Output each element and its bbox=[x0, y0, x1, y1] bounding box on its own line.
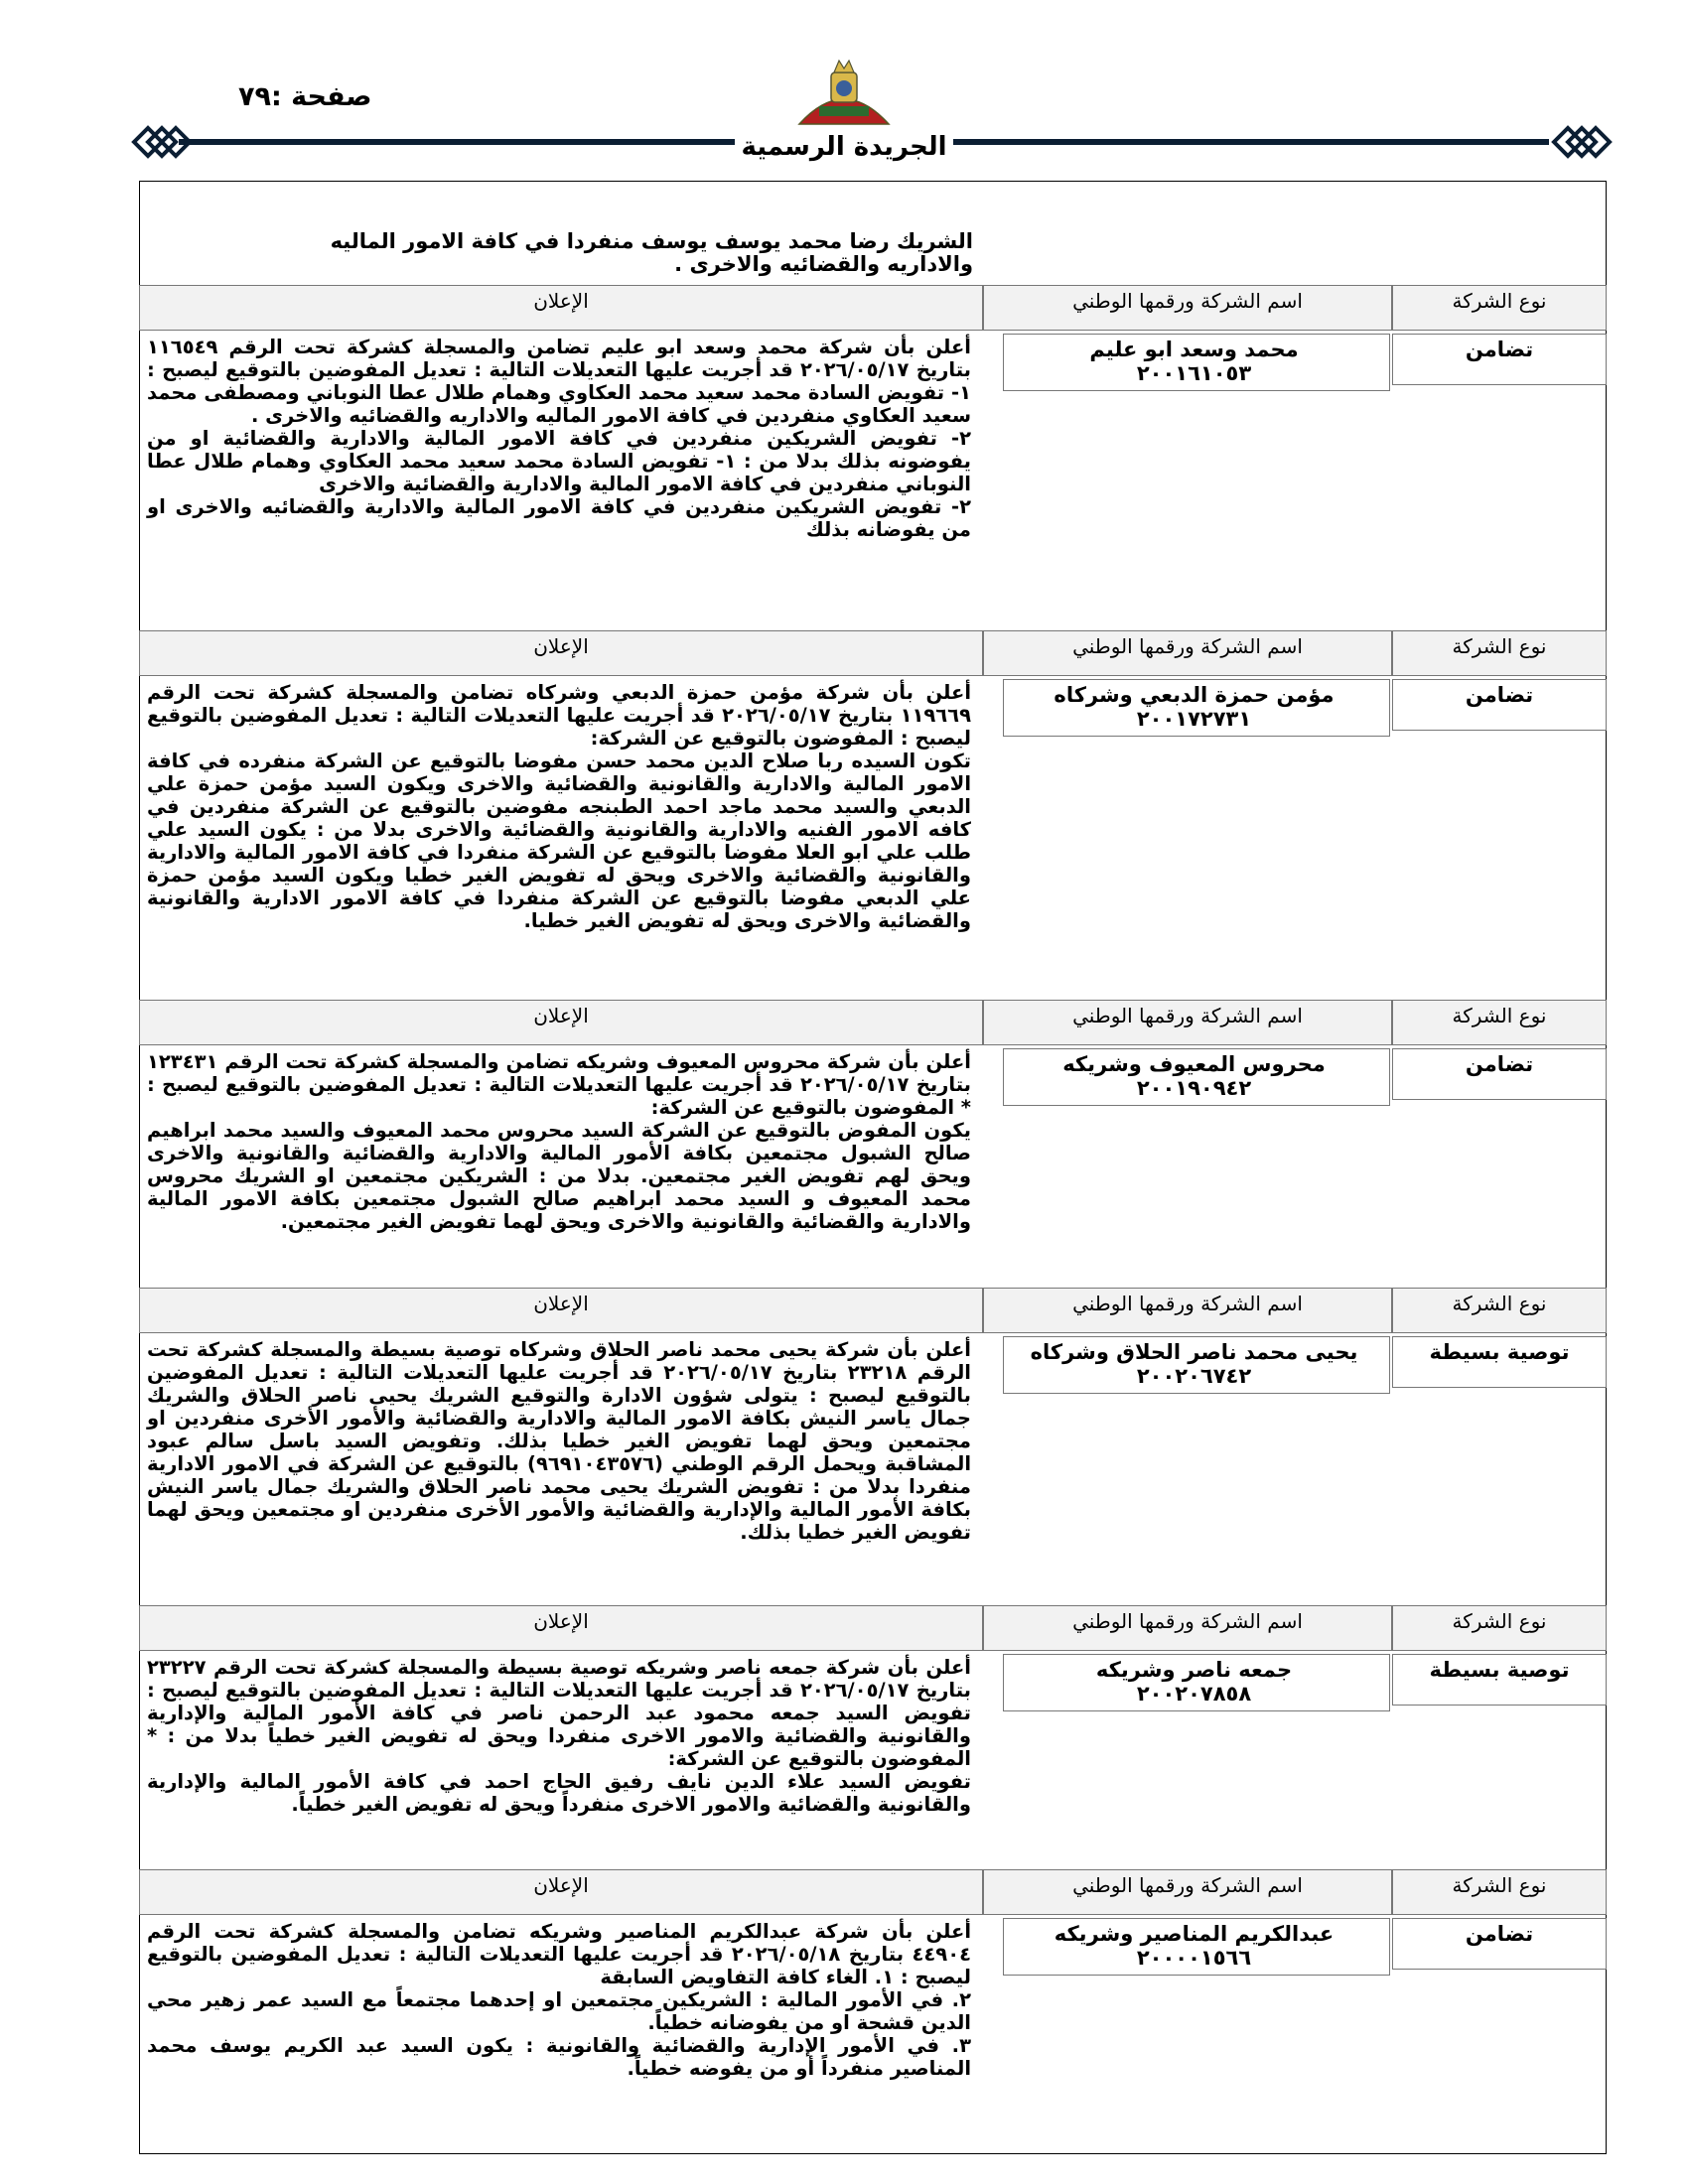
company-name: مؤمن حمزة الدبعي وشركاه bbox=[1054, 683, 1335, 707]
ornament-knot-right-icon bbox=[1549, 123, 1618, 161]
announcement-paragraph: أعلن بأن شركة عبدالكريم المناصير وشريكه تضامن والمسجلة كشركة تحت الرقم ٤٤٩٠٤ بتاريخ ٢٠٢٦/٠٥/١٨ قد أجريت عليها التعديلات التالية : تعديل المفوضين بالتوقيع ليصبح : ١. الغاء كافة التفاويض السابقة bbox=[147, 1920, 971, 1988]
company-name-id bbox=[1003, 1052, 1385, 1100]
company-name-id bbox=[1003, 683, 1385, 731]
announcement-text bbox=[147, 1050, 971, 1233]
company-type: تضامن bbox=[1465, 1052, 1534, 1076]
announcement-paragraph: يكون المفوض بالتوقيع عن الشركة السيد محروس محمد المعيوف والسيد محمد ابراهيم صالح الشبول مجتمعين بكافة الأمور المالية والادارية والقضائية والقانونية والاخرى ويحق لهم تفويض الغير مجتمعين. بدلا من : الشريكين مجتمعين او الشريك محروس محمد المعيوف و السيد محمد ابراهيم صالح الشبول مجتمعين بكافة الامور المالية والادارية والقضائية والقانونية والاخرى ويحق لهما تفويض الغير مجتمعين. bbox=[147, 1119, 971, 1233]
announcement-paragraph: أعلن بأن شركة محروس المعيوف وشريكه تضامن والمسجلة كشركة تحت الرقم ١٢٣٤٣١ بتاريخ ٢٠٢٦/٠٥/١٧ قد أجريت عليها التعديلات التالية : تعديل المفوضين بالتوقيع ليصبح : * المفوضون بالتوقيع عن الشركة: bbox=[147, 1050, 971, 1119]
gazette-title: الجريدة الرسمية bbox=[735, 132, 953, 162]
company-national-id: ٢٠٠٢٠٧٨٥٨ bbox=[1136, 1682, 1252, 1706]
intro-continuation-text: الشريك رضا محمد يوسف يوسف منفردا في كافة الامور الماليه والاداريه والقضائيه والاخرى . bbox=[330, 229, 973, 276]
company-name: محمد وسعد ابو عليم bbox=[1089, 338, 1299, 361]
company-name: محروس المعيوف وشريكه bbox=[1062, 1052, 1326, 1076]
ornament-knot-left-icon bbox=[129, 123, 199, 161]
company-name: عبدالكريم المناصير وشريكه bbox=[1054, 1922, 1335, 1946]
table-header-row bbox=[0, 1869, 1688, 1915]
announcement-text bbox=[147, 336, 971, 541]
company-type: تضامن bbox=[1465, 338, 1534, 361]
company-name-id bbox=[1003, 1340, 1385, 1388]
column-header-name: اسم الشركة ورقمها الوطني bbox=[983, 285, 1392, 331]
announcement-paragraph: ٢- تفويض الشريكين منفردين في كافة الامور المالية والادارية والقضائية او من يفوضونه بذلك بدلا من : ١- تفويض السادة محمد سعيد محمد العكاوي وهمام طلال عطا النوباني منفردين في كافة الامور المالية والادارية والقضائية والاخرى bbox=[147, 427, 971, 495]
column-header-announcement: الإعلان bbox=[139, 1605, 983, 1651]
table-header-row bbox=[0, 1605, 1688, 1651]
announcement-paragraph: أعلن بأن شركة محمد وسعد ابو عليم تضامن والمسجلة كشركة تحت الرقم ١١٦٥٤٩ بتاريخ ٢٠٢٦/٠٥/١٧ قد أجريت عليها التعديلات التالية : تعديل المفوضين بالتوقيع ليصبح : ١- تفويض السادة محمد سعيد محمد العكاوي وهمام طلال عطا النوباني ومصطفى محمد سعيد العكاوي منفردين في كافة الامور الماليه والاداريه والقضائيه والاخرى . bbox=[147, 336, 971, 427]
announcement-paragraph: أعلن بأن شركة يحيى محمد ناصر الحلاق وشركاه توصية بسيطة والمسجلة كشركة تحت الرقم ٢٣٢١٨ بتاريخ ٢٠٢٦/٠٥/١٧ قد أجريت عليها التعديلات التالية : تعديل المفوضين بالتوقيع ليصبح : يتولى شؤون الادارة والتوقيع الشريك يحيى ناصر الحلاق والشريك جمال ياسر النيش بكافة الامور المالية والادارية والقضائية والأمور الأخرى منفردين او مجتمعين ويحق لهما تفويض الغير خطيا بذلك. وتفويض السيد باسل سالم عبود المشاقبة ويحمل الرقم الوطني (٩٦٩١٠٤٣٥٧٦) بالتوقيع عن الشركة في الامور الادارية منفردا بدلا من : تفويض الشريك يحيى محمد ناصر الحلاق والشريك جمال ياسر النيش بكافة الأمور المالية والإدارية والقضائية والأمور الأخرى منفردين او مجتمعين ويحق لهما تفويض الغير خطيا بذلك. bbox=[147, 1338, 972, 1544]
header-band-left bbox=[179, 139, 735, 145]
column-header-type: نوع الشركة bbox=[1392, 1288, 1607, 1333]
announcement-text bbox=[147, 681, 971, 932]
company-type: توصية بسيطة bbox=[1429, 1658, 1570, 1682]
column-header-announcement: الإعلان bbox=[139, 1000, 983, 1045]
company-name-id bbox=[1003, 338, 1385, 385]
column-header-name: اسم الشركة ورقمها الوطني bbox=[983, 630, 1392, 676]
company-name-id bbox=[1003, 1922, 1385, 1970]
company-type: تضامن bbox=[1465, 683, 1534, 707]
column-header-announcement: الإعلان bbox=[139, 630, 983, 676]
announcement-paragraph: ٢. في الأمور المالية : الشريكين مجتمعين او إحدهما مجتمعاً مع السيد عمر زهير محي الدين قشحة او من يفوضانه خطياً. bbox=[147, 1988, 971, 2034]
company-national-id: ٢٠٠١٧٢٧٣١ bbox=[1136, 707, 1252, 731]
coat-of-arms-emblem bbox=[789, 55, 899, 129]
announcement-paragraph: تكون السيده ربا صلاح الدين محمد حسن مفوضا بالتوقيع عن الشركة منفرده في كافة الامور المالية والادارية والقانونية والقضائية والاخرى ويكون السيد مؤمن حمزة علي الدبعي والسيد محمد ماجد احمد الطبنجه مفوضين بالتوقيع عن الشركة منفردين في كافه الامور الفنيه والادارية والقانونية والقضائية والاخرى بدلا من : يكون السيد علي طلب علي ابو العلا مفوضا بالتوقيع عن الشركة منفردا في كافة الامور المالية والادارية والقانونية والقضائية والاخرى ويحق له تفويض الغير خطيا ويكون السيد مؤمن حمزة علي الدبعي مفوضا بالتوقيع عن الشركة منفردا في كافة الامور الادارية والقانونية والقضائية والاخرى ويحق له تفويض الغير خطيا. bbox=[147, 750, 971, 932]
company-national-id: ٢٠٠١٦١٠٥٣ bbox=[1136, 361, 1252, 385]
announcement-paragraph: تفويض السيد علاء الدين نايف رفيق الحاج احمد في كافة الأمور المالية والإدارية والقانونية والقضائية والامور الاخرى منفرداً ويحق له تفويض الغير خطياً. bbox=[147, 1770, 971, 1816]
column-header-type: نوع الشركة bbox=[1392, 1000, 1607, 1045]
announcement-paragraph: أعلن بأن شركة جمعه ناصر وشريكه توصية بسيطة والمسجلة كشركة تحت الرقم ٢٣٢٢٧ بتاريخ ٢٠٢٦/٠٥/١٧ قد أجريت عليها التعديلات التالية : تعديل المفوضين بالتوقيع ليصبح : تفويض السيد جمعه محمود عبد الرحمن ناصر في كافة الأمور المالية والإدارية والقانونية والقضائية والامور الاخرى منفردا ويحق له تفويض الغير خطياً بدلا من : * المفوضون بالتوقيع عن الشركة: bbox=[147, 1656, 971, 1770]
company-type: تضامن bbox=[1465, 1922, 1534, 1946]
company-national-id: ٢٠٠١٩٠٩٤٢ bbox=[1136, 1076, 1252, 1100]
table-header-row bbox=[0, 285, 1688, 331]
company-national-id: ٢٠٠٠٠١٥٦٦ bbox=[1136, 1946, 1252, 1970]
page-number: صفحة :٧٩ bbox=[238, 81, 372, 112]
company-name: يحيى محمد ناصر الحلاق وشركاه bbox=[1030, 1340, 1358, 1364]
announcement-paragraph: ٢- تفويض الشريكين منفردين في كافة الامور المالية والادارية والقضائيه والاخرى او من يفوضانه بذلك bbox=[147, 495, 971, 541]
column-header-type: نوع الشركة bbox=[1392, 630, 1607, 676]
table-header-row bbox=[0, 630, 1688, 676]
company-type: توصية بسيطة bbox=[1429, 1340, 1570, 1364]
column-header-announcement: الإعلان bbox=[139, 285, 983, 331]
header-band-right bbox=[953, 139, 1549, 145]
company-national-id: ٢٠٠٢٠٦٧٤٢ bbox=[1136, 1364, 1252, 1388]
announcement-text bbox=[147, 1920, 971, 2080]
company-name: جمعه ناصر وشريكه bbox=[1095, 1658, 1293, 1682]
announcement-paragraph: ٣. في الأمور الإدارية والقضائية والقانونية : يكون السيد عبد الكريم يوسف محمد المناصير منفرداً أو من يفوضه خطياً. bbox=[147, 2034, 971, 2080]
announcement-paragraph: أعلن بأن شركة مؤمن حمزة الدبعي وشركاه تضامن والمسجلة كشركة تحت الرقم ١١٩٦٦٩ بتاريخ ٢٠٢٦/٠٥/١٧ قد أجريت عليها التعديلات التالية : تعديل المفوضين بالتوقيع ليصبح : المفوضون بالتوقيع عن الشركة: bbox=[147, 681, 971, 750]
table-header-row bbox=[0, 1000, 1688, 1045]
announcement-text bbox=[147, 1656, 971, 1816]
announcement-text bbox=[147, 1338, 971, 1544]
column-header-announcement: الإعلان bbox=[139, 1869, 983, 1915]
column-header-name: اسم الشركة ورقمها الوطني bbox=[983, 1869, 1392, 1915]
column-header-name: اسم الشركة ورقمها الوطني bbox=[983, 1288, 1392, 1333]
table-header-row bbox=[0, 1288, 1688, 1333]
column-header-name: اسم الشركة ورقمها الوطني bbox=[983, 1000, 1392, 1045]
company-name-id bbox=[1003, 1658, 1385, 1706]
column-header-type: نوع الشركة bbox=[1392, 1605, 1607, 1651]
column-header-type: نوع الشركة bbox=[1392, 285, 1607, 331]
column-header-announcement: الإعلان bbox=[139, 1288, 983, 1333]
column-header-type: نوع الشركة bbox=[1392, 1869, 1607, 1915]
column-header-name: اسم الشركة ورقمها الوطني bbox=[983, 1605, 1392, 1651]
